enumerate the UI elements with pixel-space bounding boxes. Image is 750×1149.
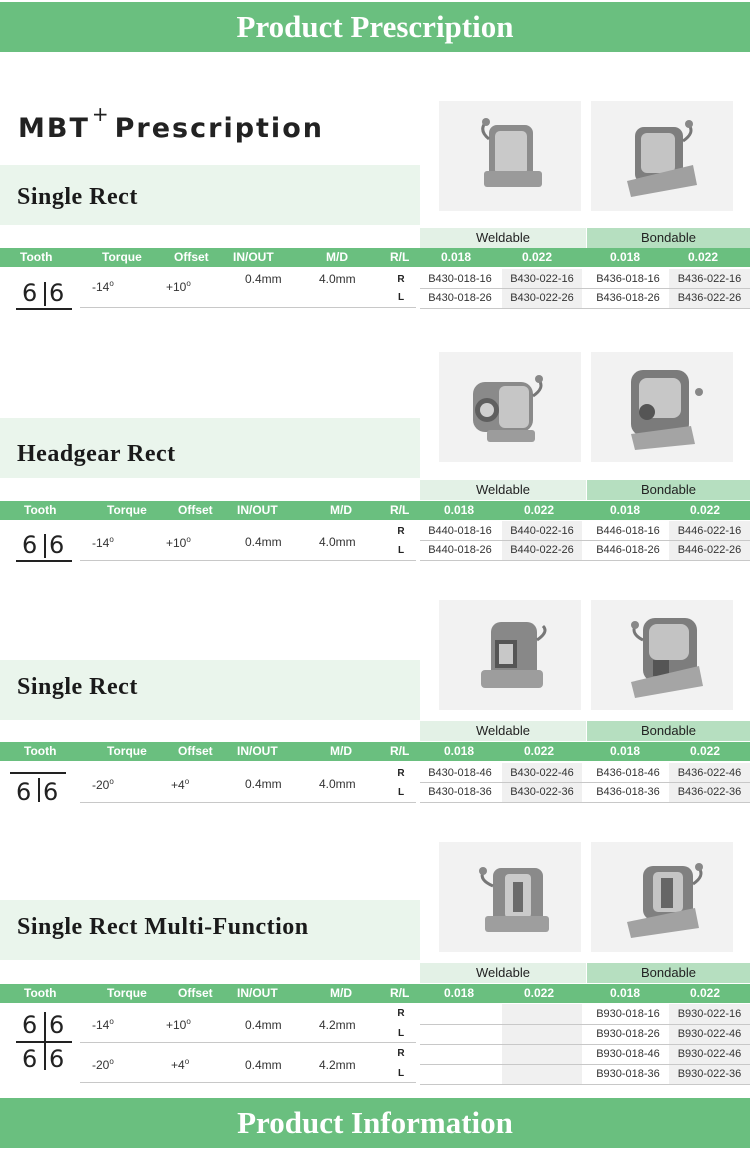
offset-value: $+4^o$ xyxy=(171,777,190,792)
col-torque: Torque xyxy=(107,503,147,517)
col-b018: 0.018 xyxy=(610,503,641,517)
code-cell: B440-018-16 xyxy=(428,525,492,537)
col-rl: R/L xyxy=(390,744,410,758)
col-b022: 0.022 xyxy=(688,250,719,264)
col-w022: 0.022 xyxy=(522,250,553,264)
row-divider xyxy=(420,540,750,541)
code-cell: B930-018-36 xyxy=(596,1068,660,1080)
col-rl: R/L xyxy=(390,986,410,1000)
rl-label: L xyxy=(397,545,405,556)
torque-value: -20$^o$ xyxy=(92,1057,114,1072)
single-rect-2-weldable-photo xyxy=(439,600,581,710)
code-cell: B930-022-16 xyxy=(669,1004,750,1024)
offset-value: $+10^o$ xyxy=(166,1017,191,1032)
offset-value: $+10^o$ xyxy=(166,279,191,294)
tooth-lower-left: 6 xyxy=(22,1045,38,1073)
row-divider xyxy=(420,560,750,561)
code-cell: B930-022-46 xyxy=(669,1024,750,1044)
md-value: 4.2mm xyxy=(319,1018,356,1032)
rl-label: L xyxy=(397,1028,405,1039)
code-cell: B440-018-26 xyxy=(428,544,492,556)
col-w022: 0.022 xyxy=(524,744,555,758)
col-rl: R/L xyxy=(390,503,410,517)
code-cell: B440-022-16 xyxy=(502,521,582,541)
tooth-left: 6 xyxy=(22,279,38,307)
rl-label: R xyxy=(397,274,405,285)
bondable-group-label: Bondable xyxy=(587,228,750,248)
table-header xyxy=(0,501,750,520)
col-md: M/D xyxy=(330,744,352,758)
col-b022: 0.022 xyxy=(690,744,721,758)
offset-value: $+4^o$ xyxy=(171,1057,190,1072)
col-b018: 0.018 xyxy=(610,986,641,1000)
code-cell: B430-018-16 xyxy=(428,273,492,285)
rl-label: L xyxy=(397,1068,405,1079)
code-cell xyxy=(502,1024,582,1044)
torque-value: -14$^o$ xyxy=(92,279,114,294)
tooth-right: 6 xyxy=(49,279,65,307)
row-divider xyxy=(420,288,750,289)
weldable-group-label: Weldable xyxy=(420,963,586,983)
code-cell: B436-018-46 xyxy=(596,767,660,779)
md-value: 4.0mm xyxy=(319,535,356,549)
row-divider xyxy=(420,782,750,783)
code-cell xyxy=(420,1004,500,1024)
col-md: M/D xyxy=(330,986,352,1000)
code-cell: B436-018-26 xyxy=(596,292,660,304)
tooth-chart xyxy=(16,528,72,564)
rl-label: R xyxy=(397,1008,405,1019)
code-cell: B430-018-46 xyxy=(428,767,492,779)
weldable-group-label: Weldable xyxy=(420,228,586,248)
col-b022: 0.022 xyxy=(690,503,721,517)
single-rect-bondable-photo xyxy=(591,101,733,211)
row-divider xyxy=(420,802,750,803)
code-cell: B446-022-26 xyxy=(669,540,750,560)
code-cell: B930-018-26 xyxy=(596,1028,660,1040)
code-cell: B436-018-36 xyxy=(596,786,660,798)
inout-value: 0.4mm xyxy=(245,777,282,791)
col-offset: Offset xyxy=(178,986,213,1000)
code-cell xyxy=(502,1064,582,1084)
col-w018: 0.018 xyxy=(441,250,472,264)
mbt-plus: + xyxy=(91,102,111,126)
code-cell: B930-018-46 xyxy=(596,1048,660,1060)
code-cell xyxy=(420,1024,500,1044)
row-divider xyxy=(80,1082,416,1083)
col-inout: IN/OUT xyxy=(237,986,278,1000)
col-w018: 0.018 xyxy=(444,744,475,758)
bondable-group-label: Bondable xyxy=(587,721,750,741)
inout-value: 0.4mm xyxy=(245,1058,282,1072)
col-torque: Torque xyxy=(107,744,147,758)
rl-label: R xyxy=(397,526,405,537)
col-tooth: Tooth xyxy=(24,744,57,758)
row-divider xyxy=(420,1024,750,1025)
tooth-chart xyxy=(10,772,66,808)
torque-value: -20$^o$ xyxy=(92,777,114,792)
code-cell: B930-022-46 xyxy=(669,1044,750,1064)
code-cell: B430-022-26 xyxy=(502,288,582,308)
col-b018: 0.018 xyxy=(610,250,641,264)
col-b018: 0.018 xyxy=(610,744,641,758)
section-title: Single Rect xyxy=(17,184,138,210)
section-title: Single Rect xyxy=(17,674,138,700)
md-value: 4.2mm xyxy=(319,1058,356,1072)
table-header xyxy=(0,742,750,761)
code-cell: B430-018-36 xyxy=(428,786,492,798)
weldable-group-label: Weldable xyxy=(420,721,586,741)
row-divider xyxy=(80,560,416,561)
mbt-prescription-heading xyxy=(18,102,324,144)
code-cell: B430-022-46 xyxy=(502,763,582,783)
code-cell: B430-022-36 xyxy=(502,782,582,802)
row-divider xyxy=(420,308,750,309)
col-w018: 0.018 xyxy=(444,503,475,517)
tooth-right: 6 xyxy=(43,778,59,806)
row-divider xyxy=(80,1042,416,1043)
col-offset: Offset xyxy=(174,250,209,264)
code-cell xyxy=(502,1004,582,1024)
code-cell: B446-018-26 xyxy=(596,544,660,556)
code-cell xyxy=(420,1044,500,1064)
rl-label: L xyxy=(397,292,405,303)
col-w022: 0.022 xyxy=(524,503,555,517)
headgear-rect-weldable-photo xyxy=(439,352,581,462)
table-header xyxy=(0,248,750,267)
tooth-chart xyxy=(16,276,72,312)
multi-function-bondable-photo xyxy=(591,842,733,952)
multi-function-weldable-photo xyxy=(439,842,581,952)
section-title: Single Rect Multi-Function xyxy=(17,914,309,940)
col-md: M/D xyxy=(326,250,348,264)
torque-value: -14$^o$ xyxy=(92,535,114,550)
col-inout: IN/OUT xyxy=(237,503,278,517)
weldable-group-label: Weldable xyxy=(420,480,586,500)
tooth-left: 6 xyxy=(22,531,38,559)
headgear-rect-bondable-photo xyxy=(591,352,733,462)
col-tooth: Tooth xyxy=(24,986,57,1000)
code-cell: B430-022-16 xyxy=(502,269,582,289)
tooth-chart-quad xyxy=(16,1008,72,1074)
product-prescription-banner: Product Prescription xyxy=(0,2,750,52)
row-divider xyxy=(420,1084,750,1085)
col-torque: Torque xyxy=(107,986,147,1000)
inout-value: 0.4mm xyxy=(245,535,282,549)
col-w022: 0.022 xyxy=(524,986,555,1000)
offset-value: $+10^o$ xyxy=(166,535,191,550)
code-cell: B430-018-26 xyxy=(428,292,492,304)
code-cell xyxy=(502,1044,582,1064)
rl-label: R xyxy=(397,768,405,779)
row-divider xyxy=(420,1044,750,1045)
col-md: M/D xyxy=(330,503,352,517)
code-cell: B436-022-26 xyxy=(669,288,750,308)
inout-value: 0.4mm xyxy=(245,1018,282,1032)
code-cell: B446-022-16 xyxy=(669,521,750,541)
rl-label: R xyxy=(397,1048,405,1059)
code-cell xyxy=(420,1064,500,1084)
section-title: Headgear Rect xyxy=(17,441,176,467)
single-rect-weldable-photo xyxy=(439,101,581,211)
code-cell: B930-022-36 xyxy=(669,1064,750,1084)
md-value: 4.0mm xyxy=(319,272,356,286)
mbt-label: Prescription xyxy=(114,113,324,144)
col-torque: Torque xyxy=(102,250,142,264)
code-cell: B436-022-36 xyxy=(669,782,750,802)
tooth-lower-right: 6 xyxy=(49,1045,65,1073)
mbt-name: MBT xyxy=(18,113,90,144)
row-divider xyxy=(420,1064,750,1065)
col-tooth: Tooth xyxy=(20,250,53,264)
col-inout: IN/OUT xyxy=(233,250,274,264)
row-divider xyxy=(80,307,416,308)
code-cell: B440-022-26 xyxy=(502,540,582,560)
bondable-group-label: Bondable xyxy=(587,963,750,983)
tooth-left: 6 xyxy=(16,778,32,806)
code-cell: B930-018-16 xyxy=(596,1008,660,1020)
col-w018: 0.018 xyxy=(444,986,475,1000)
row-divider xyxy=(80,802,416,803)
col-tooth: Tooth xyxy=(24,503,57,517)
bondable-group-label: Bondable xyxy=(587,480,750,500)
col-offset: Offset xyxy=(178,744,213,758)
md-value: 4.0mm xyxy=(319,777,356,791)
product-information-banner: Product Information xyxy=(0,1098,750,1148)
inout-value: 0.4mm xyxy=(245,272,282,286)
code-cell: B446-018-16 xyxy=(596,525,660,537)
table-header xyxy=(0,984,750,1003)
single-rect-2-bondable-photo xyxy=(591,600,733,710)
code-cell: B436-022-16 xyxy=(669,269,750,289)
code-cell: B436-018-16 xyxy=(596,273,660,285)
tooth-upper-right: 6 xyxy=(49,1011,65,1039)
col-inout: IN/OUT xyxy=(237,744,278,758)
tooth-upper-left: 6 xyxy=(22,1011,38,1039)
code-cell: B436-022-46 xyxy=(669,763,750,783)
col-offset: Offset xyxy=(178,503,213,517)
torque-value: -14$^o$ xyxy=(92,1017,114,1032)
rl-label: L xyxy=(397,787,405,798)
col-rl: R/L xyxy=(390,250,410,264)
col-b022: 0.022 xyxy=(690,986,721,1000)
tooth-right: 6 xyxy=(49,531,65,559)
